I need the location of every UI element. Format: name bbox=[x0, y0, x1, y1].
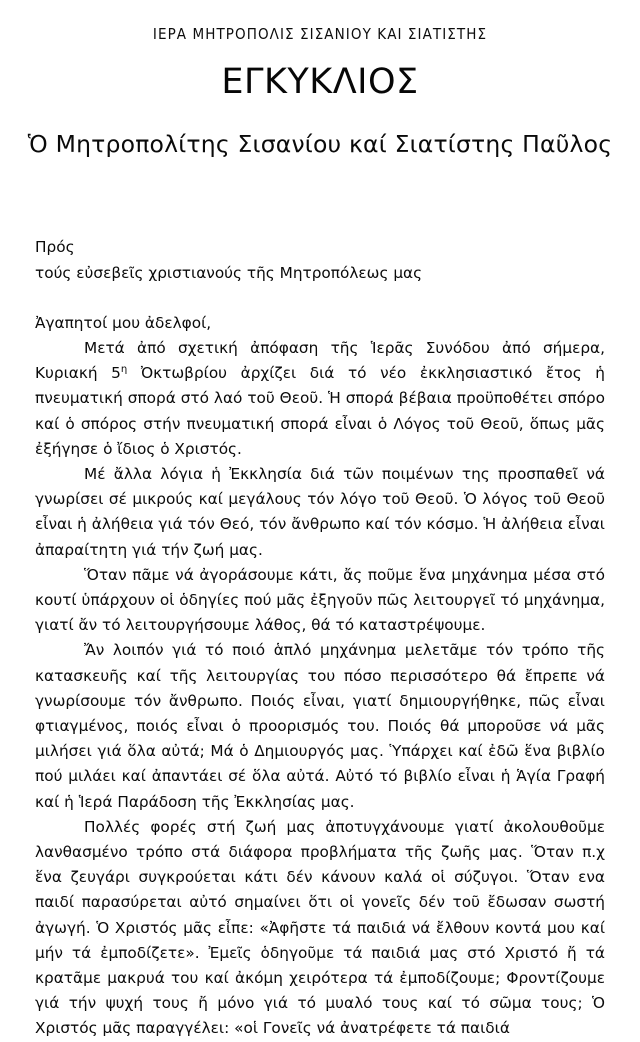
paragraph-1-text-after-ordinal: Ὀκτωβρίου ἀρχίζει διά τό νέο ἐκκλησιαστικό ἔτος ἡ πνευματική σπορά στό λαό τοῦ Θεοῦ. Ἡ σπορά βέβαια προϋποθέτει σπόρο καί ὁ σπόρος στήν πνευματική σπορά εἶναι ὁ Λόγος τοῦ Θεοῦ, ὅπως μᾶς ἐξήγησε ὁ ἴδιος ὁ Χριστός. bbox=[35, 364, 605, 458]
addressee-to-label: Πρός bbox=[35, 238, 75, 257]
page-title: ΕΓΚΥΚΛΙΟΣ bbox=[221, 62, 419, 103]
paragraph-5: Πολλές φορές στή ζωή μας ἀποτυγχάνουμε γιατί ἀκολουθοῦμε λανθασμένο τρόπο στά διάφορα προβλήματα τῆς ζωῆς μας. Ὅταν π.χ ἕνα ζευγάρι συγκρούεται κάτι δέν κάνουν καλά οἱ σύζυγοι. Ὅταν ενα παιδί παρασύρεται αὐτό σημαίνει ὅτι οἱ γονεῖς δέν τοῦ ἔδωσαν σωστή ἀγωγή. Ὁ Χριστός μᾶς εἶπε: «Ἀφῆστε τά παιδιά νά ἔλθουν κοντά μου καί μήν τά ἐμποδίζετε». Ἐμεῖς ὁδηγοῦμε τά παιδιά μας στό Χριστό ἤ τά κρατᾶμε μακρυά του καί ἀκόμη χειρότερα τά ἐμποδίζουμε; Φροντίζουμε γιά τήν ψυχή τους ἤ μόνο γιά τό μυαλό τους καί τό σῶμα τους; Ὁ Χριστός μᾶς παραγγέλει: «οἱ Γονεῖς νά ἀνατρέφετε τά παιδιά bbox=[35, 817, 605, 1038]
eparchy-heading: ΙΕΡΑ ΜΗΤΡΟΠΟΛΙΣ ΣΙΣΑΝΙΟΥ ΚΑΙ ΣΙΑΤΙΣΤΗΣ bbox=[152, 25, 488, 43]
letter-body bbox=[35, 177, 605, 1041]
metropolitan-subtitle: Ὁ Μητροπολίτης Σισανίου καί Σιατίστης Παῦλος bbox=[27, 129, 613, 158]
addressee-block bbox=[35, 235, 605, 285]
salutation: Ἀγαπητοί μου ἀδελφοί, bbox=[35, 313, 212, 332]
paragraph-3: Ὅταν πᾶμε νά ἀγοράσουμε κάτι, ἄς ποῦμε ἕνα μηχάνημα μέσα στό κουτί ὑπάρχουν οἱ ὁδηγίες πού μᾶς ἐξηγοῦν πῶς λειτουργεῖ τό μηχάνημα, γιατί ἄν τό λειτουργήσουμε λάθος, θά τό καταστρέψουμε. bbox=[35, 565, 605, 635]
date-ordinal-suffix: η bbox=[120, 364, 128, 376]
paragraph-2: Μέ ἄλλα λόγια ἡ Ἐκκλησία διά τῶν ποιμένων της προσπαθεῖ νά γνωρίσει σέ μικρούς καί μεγάλους τόν λόγο τοῦ Θεοῦ. Ὁ λόγος τοῦ Θεοῦ εἶναι ἡ ἀλήθεια γιά τόν Θεό, τόν ἄνθρωπο καί τόν κόσμο. Ἡ ἀλήθεια εἶναι ἀπαραίτητη γιά τήν ζωή μας. bbox=[35, 464, 605, 559]
masthead bbox=[0, 0, 640, 158]
addressee-recipient: τούς εὐσεβεῖς χριστιανούς τῆς Μητροπόλεως μας bbox=[35, 263, 423, 282]
paragraph-1-text-before-ordinal: Μετά ἀπό σχετική ἀπόφαση τῆς Ἱερᾶς Συνόδου ἀπό σήμερα, Κυριακή 5 bbox=[35, 338, 605, 383]
paragraph-1 bbox=[35, 336, 605, 462]
paragraph-4: Ἄν λοιπόν γιά τό ποιό ἁπλό μηχάνημα μελετᾶμε τόν τρόπο τῆς κατασκευῆς καί τῆς λειτουργίας του πόσο περισσότερο θά ἔπρεπε νά γνωρίσουμε τόν ἄνθρωπο. Ποιός εἶναι, γιατί δημιουργήθηκε, πῶς εἶναι φτιαγμένος, ποιός εἶναι ὁ προορισμός του. Ποιός θά μποροῦσε νά μᾶς μιλήσει γιά ὅλα αὐτά; Μά ὁ Δημιουργός μας. Ὑπάρχει καί ἐδῶ ἕνα βιβλίο πού μιλάει καί ἀπαντάει σέ ὅλα αὐτά. Αὐτό τό βιβλίο εἶναι ἡ Ἁγία Γραφή καί ἡ Ἱερά Παράδοση τῆς Ἐκκλησίας μας. bbox=[35, 641, 605, 811]
